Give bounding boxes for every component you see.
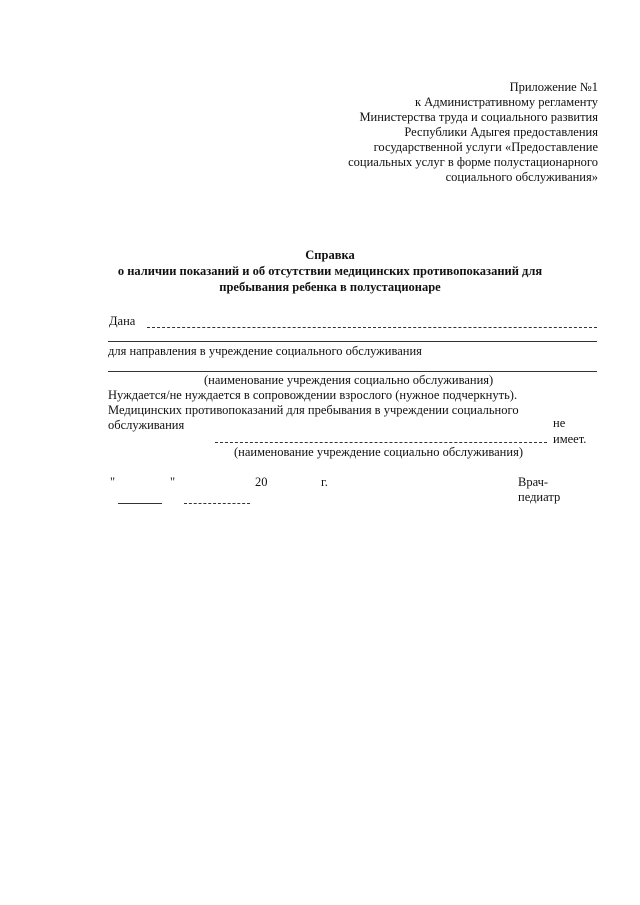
escort-text: Нуждается/не нуждается в сопровождении взрослого (нужное подчеркнуть). bbox=[108, 388, 518, 402]
ne-word: не bbox=[553, 416, 566, 430]
blank-line-1[interactable] bbox=[108, 341, 597, 342]
document-subtitle-line-1: о наличии показаний и об отсутствии медицинских противопоказаний для bbox=[117, 264, 543, 278]
given-label: Дана bbox=[109, 314, 136, 328]
appendix-line: государственной услуги «Предоставление bbox=[373, 140, 598, 154]
institution-caption-2: (наименование учреждение социально обслуживания) bbox=[234, 445, 523, 459]
appendix-line: социальных услуг в форме полустационарного bbox=[348, 155, 598, 169]
year-prefix: 20 bbox=[255, 475, 268, 489]
date-quote-close: " bbox=[170, 475, 176, 489]
doctor-title-line-1: Врач- bbox=[518, 475, 549, 489]
purpose-text: для направления в учреждение социального обслуживания bbox=[108, 344, 422, 358]
appendix-block bbox=[278, 80, 598, 185]
contraindications-line-2: обслуживания bbox=[108, 418, 185, 432]
appendix-line: Министерства труда и социального развития bbox=[359, 110, 598, 124]
year-suffix: г. bbox=[321, 475, 328, 489]
given-field-line[interactable] bbox=[147, 327, 597, 328]
appendix-line: социального обслуживания» bbox=[445, 170, 598, 184]
appendix-line: Республики Адыгея предоставления bbox=[404, 125, 598, 139]
appendix-line: Приложение №1 bbox=[509, 80, 598, 94]
document-title: Справка bbox=[305, 248, 355, 262]
imeet-word: имеет. bbox=[553, 432, 587, 446]
doctor-title-line-2: педиатр bbox=[518, 490, 561, 504]
date-quote-open: " bbox=[110, 475, 116, 489]
institution-field-line[interactable] bbox=[108, 371, 597, 372]
institution-caption-1: (наименование учреждения социально обслуживания) bbox=[204, 373, 494, 387]
month-field-line[interactable] bbox=[184, 503, 250, 504]
day-field-line[interactable] bbox=[118, 503, 162, 504]
document-subtitle-line-2: пребывания ребенка в полустационаре bbox=[219, 280, 441, 294]
appendix-line: к Административному регламенту bbox=[414, 95, 598, 109]
institution-field-line-2[interactable] bbox=[215, 442, 547, 443]
contraindications-line-1: Медицинских противопоказаний для пребывания в учреждении социального bbox=[108, 403, 519, 417]
